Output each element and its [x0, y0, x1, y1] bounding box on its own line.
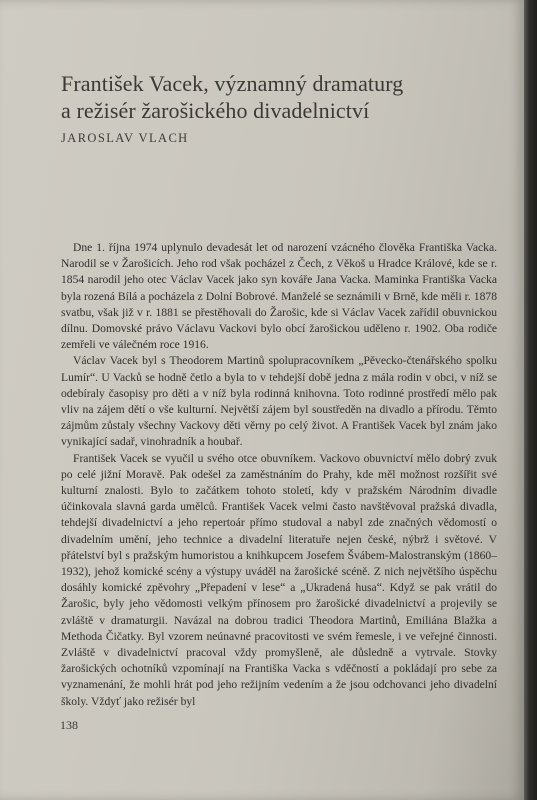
- author-name: JAROSLAV VLACH: [61, 131, 189, 145]
- paragraph-1: Dne 1. října 1974 uplynulo devadesát let od narození vzácného člověka Františka Vacka. Narodil se v Žarošicích. Jeho rod však pocházel z Čech, z Věkoš u Hradce Králové, kde se r. 1854 narodil jeho otec Václav Vacek jako syn kováře Jana Vacka. Maminka Františka Vacka byla rozená Bílá a pocházela z Dolní Bobrové. Manželé se seznámili v Brně, kde měli r. 1878 svatbu, však již v r. 1881 se přestěhovali do Žarošic, kde si Václav Vacek zařídil obuvnickou dílnu. Domovské právo Václavu Vackovi bylo obcí žarošickou uděleno r. 1902. Oba rodiče zemřeli ve válečném roce 1916.: [61, 241, 497, 352]
- article-body: [61, 240, 497, 710]
- article-title: [61, 70, 501, 124]
- page-number: 138: [60, 718, 78, 732]
- paragraph-3: František Vacek se vyučil u svého otce obuvníkem. Vackovo obuvnictví mělo dobrý zvuk po celé jižní Moravě. Pak odešel za zaměstnáním do Prahy, kde měl možnost rozšířit své kulturní znalosti. Bylo to začátkem tohoto století, kdy v pražském Národním divadle účinkovala slavná garda umělců. František Vacek velmi často navštěvoval pražská divadla, tehdejší divadelnictví a jeho repertoár přímo studoval a nabyl zde značných vědomostí o divadelním umění, jeho technice a divadelní literatuře nejen české, nýbrž i světové. V přátelství byl s pražským humoristou a knihkupcem Josefem Švábem-Malostranským (1860–1932), jehož komické scény a výstupy uváděl na žarošické scéně. Z nich největšího úspěchu dosáhly komické zpěvohry „Přepadení v lese“ a „Ukradená husa“. Když se pak vrátil do Žarošic, byly jeho vědomosti velkým přínosem pro žarošické divadelnictví a projevily se zvláště v dramaturgii. Navázal na dobrou tradici Theodora Martinů, Emiliána Blažka a Methoda Čičatky. Byl vzorem neúnavné pracovitosti ve svém řemesle, i ve veřejné činnosti. Zvláště v divadelnictví pracoval vždy promyšleně, ale důsledně a vytrvale. Stovky žarošických ochotníků vzpomínají na Františka Vacka s vděčností a pokládají pro sebe za vyznamenání, že mohli hrát pod jeho režijním vedením a že jsou odchovanci jeho divadelní školy. Vždyť jako režisér byl: [61, 451, 497, 708]
- book-spine-edge: [524, 0, 537, 800]
- title-line-1: František Vacek, významný dramaturg: [61, 71, 404, 96]
- paragraph-2: Václav Vacek byl s Theodorem Martinů spolupracovníkem „Pěvecko-čtenářského spolku Lumír“. U Vacků se hodně četlo a byla to v tehdejší době jedna z mála rodin v obci, v níž se odebíraly časopisy pro děti a v níž byla rodinná knihovna. Toto rodinné prostředí mělo pak vliv na zájem dětí o vše kulturní. Největší zájem byl soustředěn na divadlo a přírodu. Těmto zájmům zůstaly všechny Vackovy děti věrny po celý život. A František Vacek byl znám jako vynikající sadař, vinohradník a houbař.: [61, 354, 497, 449]
- title-line-2: a režisér žarošického divadelnictví: [61, 98, 370, 123]
